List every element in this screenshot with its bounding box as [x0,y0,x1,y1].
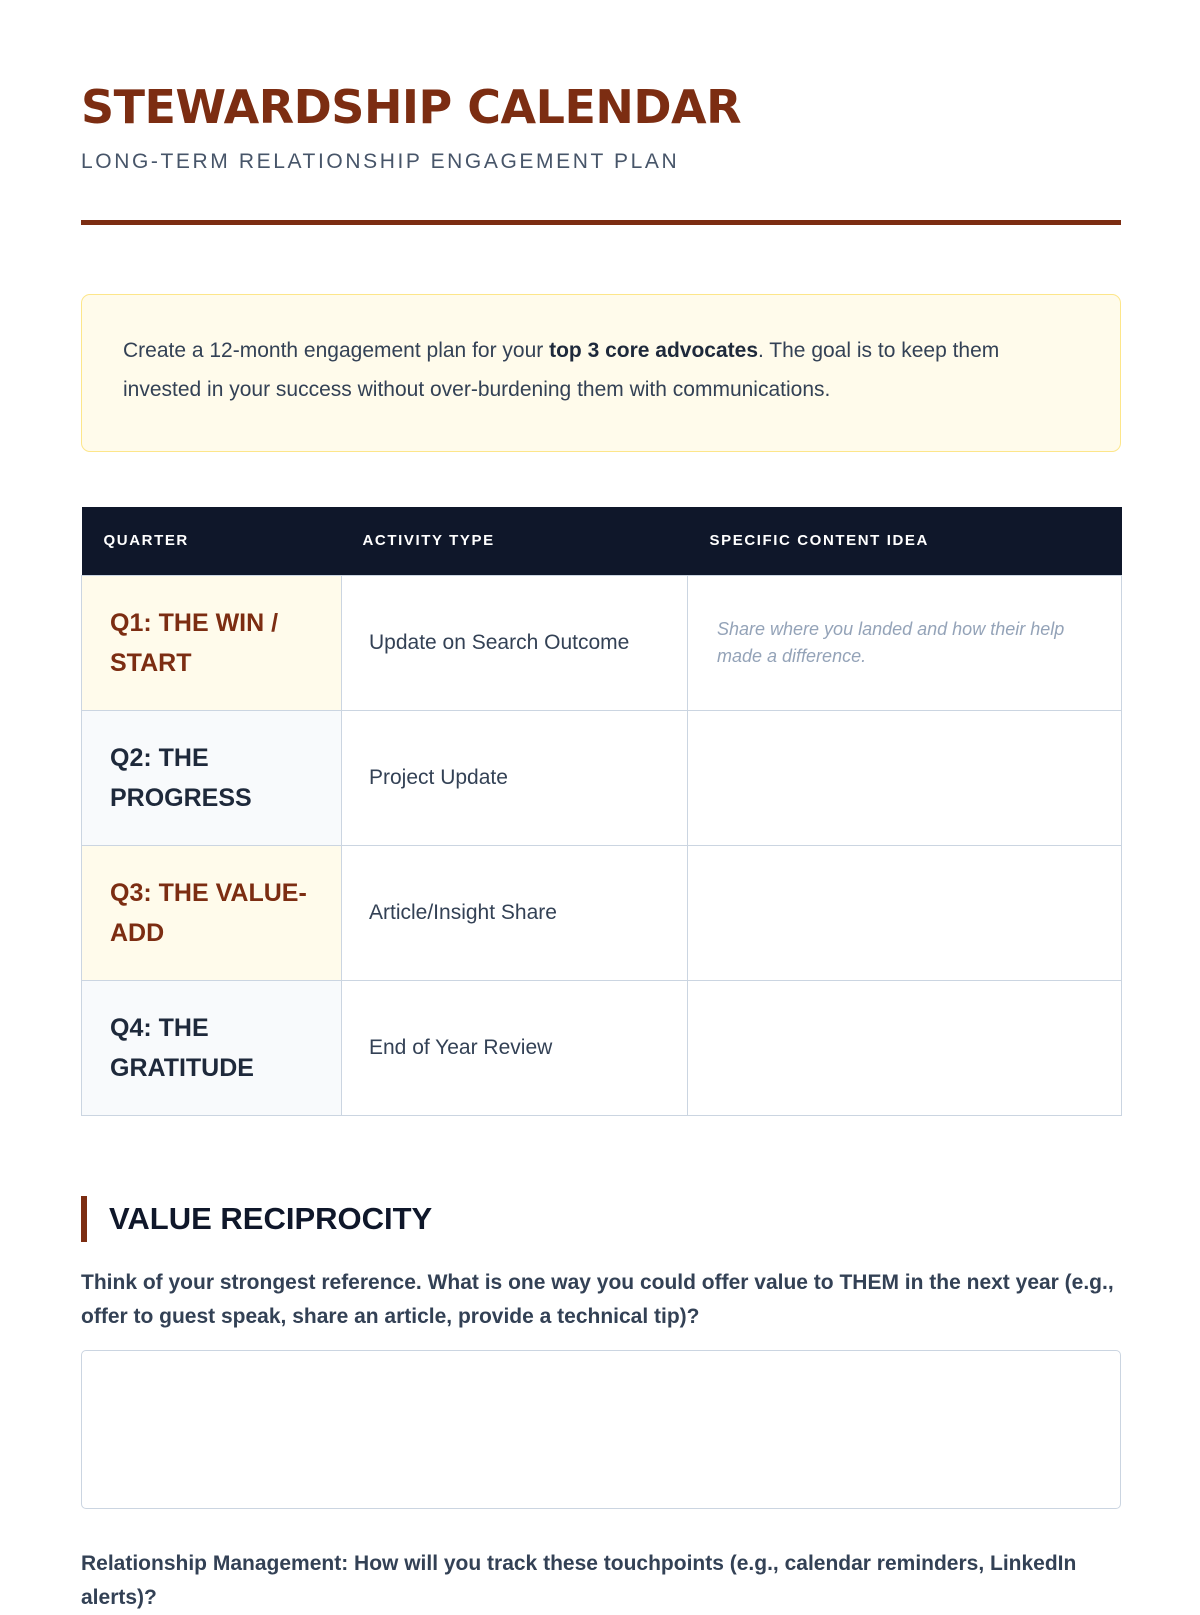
table-row [82,845,1122,980]
intro-callout [81,294,1121,452]
column-header-specific-content-idea: SPECIFIC CONTENT IDEA [688,507,1122,575]
table-row [82,710,1122,845]
section-heading-value-reciprocity: VALUE RECIPROCITY [81,1196,432,1242]
column-header-activity-type: ACTIVITY TYPE [342,507,688,575]
activity-cell-q4: End of Year Review [342,980,688,1115]
intro-text-end: . The goal is to keep them invested in your success without over-burdening them with communications. [123,339,1000,401]
table-header-row [82,507,1122,575]
content-idea-cell-q4[interactable] [688,980,1122,1115]
page-subtitle: LONG-TERM RELATIONSHIP ENGAGEMENT PLAN [81,150,680,173]
value-reciprocity-answer-field[interactable] [81,1350,1121,1509]
content-idea-cell-q1[interactable]: Share where you landed and how their help made a difference. [688,575,1122,710]
quarter-cell-q4: Q4: THE GRATITUDE [82,980,342,1115]
content-idea-cell-q3[interactable] [688,845,1122,980]
value-reciprocity-question: Think of your strongest reference. What is one way you could offer value to THEM in the next year (e.g., offer to guest speak, share an article, provide a technical tip)? [81,1271,1114,1328]
column-header-quarter: QUARTER [82,507,342,575]
stewardship-calendar-table [81,507,1122,1116]
header-divider [81,220,1121,225]
relationship-management-question: Relationship Management: How will you track these touchpoints (e.g., calendar reminders, LinkedIn alerts)? [81,1552,1077,1609]
intro-text-emphasis: top 3 core advocates [549,339,759,362]
content-idea-cell-q2[interactable] [688,710,1122,845]
table-row [82,575,1122,710]
activity-cell-q1: Update on Search Outcome [342,575,688,710]
intro-text-start: Create a 12-month engagement plan for your [123,339,550,362]
page-title: STEWARDSHIP CALENDAR [81,80,742,134]
quarter-cell-q2: Q2: THE PROGRESS [82,710,342,845]
quarter-cell-q1: Q1: THE WIN / START [82,575,342,710]
table-row [82,980,1122,1115]
activity-cell-q2: Project Update [342,710,688,845]
activity-cell-q3: Article/Insight Share [342,845,688,980]
quarter-cell-q3: Q3: THE VALUE-ADD [82,845,342,980]
